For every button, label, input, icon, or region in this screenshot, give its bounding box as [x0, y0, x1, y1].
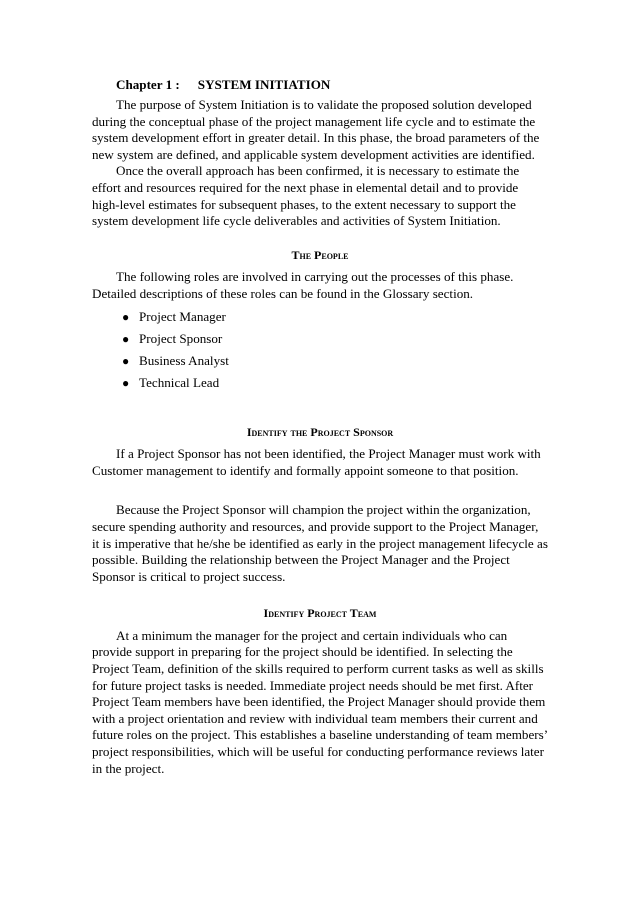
sponsor-paragraph-2: Because the Project Sponsor will champion the project within the organization, secure spending authority and resources, and provide support to the Project Manager, it is imperative that he/she be identified as early in the project management lifecycle as possible. Building the relationship between the Project Manager and the Project Sponsor is critical to project success. — [92, 502, 548, 584]
intro-paragraph-2: Once the overall approach has been confirmed, it is necessary to estimate the effort and resources required for the next phase in elemental detail and to provide high-level estimates for subsequent phases, to the extent necessary to support the system development life cycle deliverables and activities of System Initiation. — [92, 163, 520, 229]
bullet-icon: ● — [122, 353, 130, 368]
section-heading-team: Identify Project Team — [263, 606, 377, 621]
bullet-icon: ● — [122, 375, 130, 390]
sponsor-paragraph-1: If a Project Sponsor has not been identified, the Project Manager must work with Customer management to identify and formally appoint someone to that position. — [92, 446, 541, 478]
paragraph-spacer — [92, 479, 548, 502]
role-label: Business Analyst — [139, 352, 229, 368]
list-item — [122, 353, 548, 369]
role-label: Project Manager — [139, 308, 226, 324]
roles-list — [92, 309, 548, 391]
chapter-heading — [92, 76, 548, 93]
people-paragraph: The following roles are involved in carrying out the processes of this phase. Detailed descriptions of these roles can be found in the Glossary section. — [92, 269, 514, 301]
document-page — [92, 76, 548, 777]
list-item — [122, 309, 548, 325]
section-heading-sponsor: Identify the Project Sponsor — [246, 424, 394, 439]
section-heading-people: The People — [291, 247, 349, 262]
list-item — [122, 331, 548, 347]
list-item — [122, 375, 548, 391]
team-paragraph: At a minimum the manager for the project and certain individuals who can provide support in preparing for the project should be identified. In selecting the Project Team, definition of the skills required to perform current tasks as well as skills for future project tasks is needed. Immediate project needs should be met first. After Project Team members have been identified, the Project Manager should provide them with a project orientation and review with individual team members their current and future roles on the project. This establishes a baseline understanding of team members’ project responsibilities, which will be useful for conducting performance reviews later in the project. — [92, 627, 548, 776]
bullet-icon: ● — [122, 309, 130, 324]
chapter-title: SYSTEM INITIATION — [197, 77, 331, 92]
role-label: Project Sponsor — [139, 330, 223, 346]
role-label: Technical Lead — [139, 374, 220, 390]
chapter-number: Chapter 1 : — [116, 77, 180, 92]
intro-paragraph-1: The purpose of System Initiation is to validate the proposed solution developed during the conceptual phase of the project management life cycle and to estimate the system development effort in greater detail. In this phase, the broad parameters of the new system are defined, and applicable system development activities are identified. — [92, 97, 540, 162]
bullet-icon: ● — [122, 331, 130, 346]
